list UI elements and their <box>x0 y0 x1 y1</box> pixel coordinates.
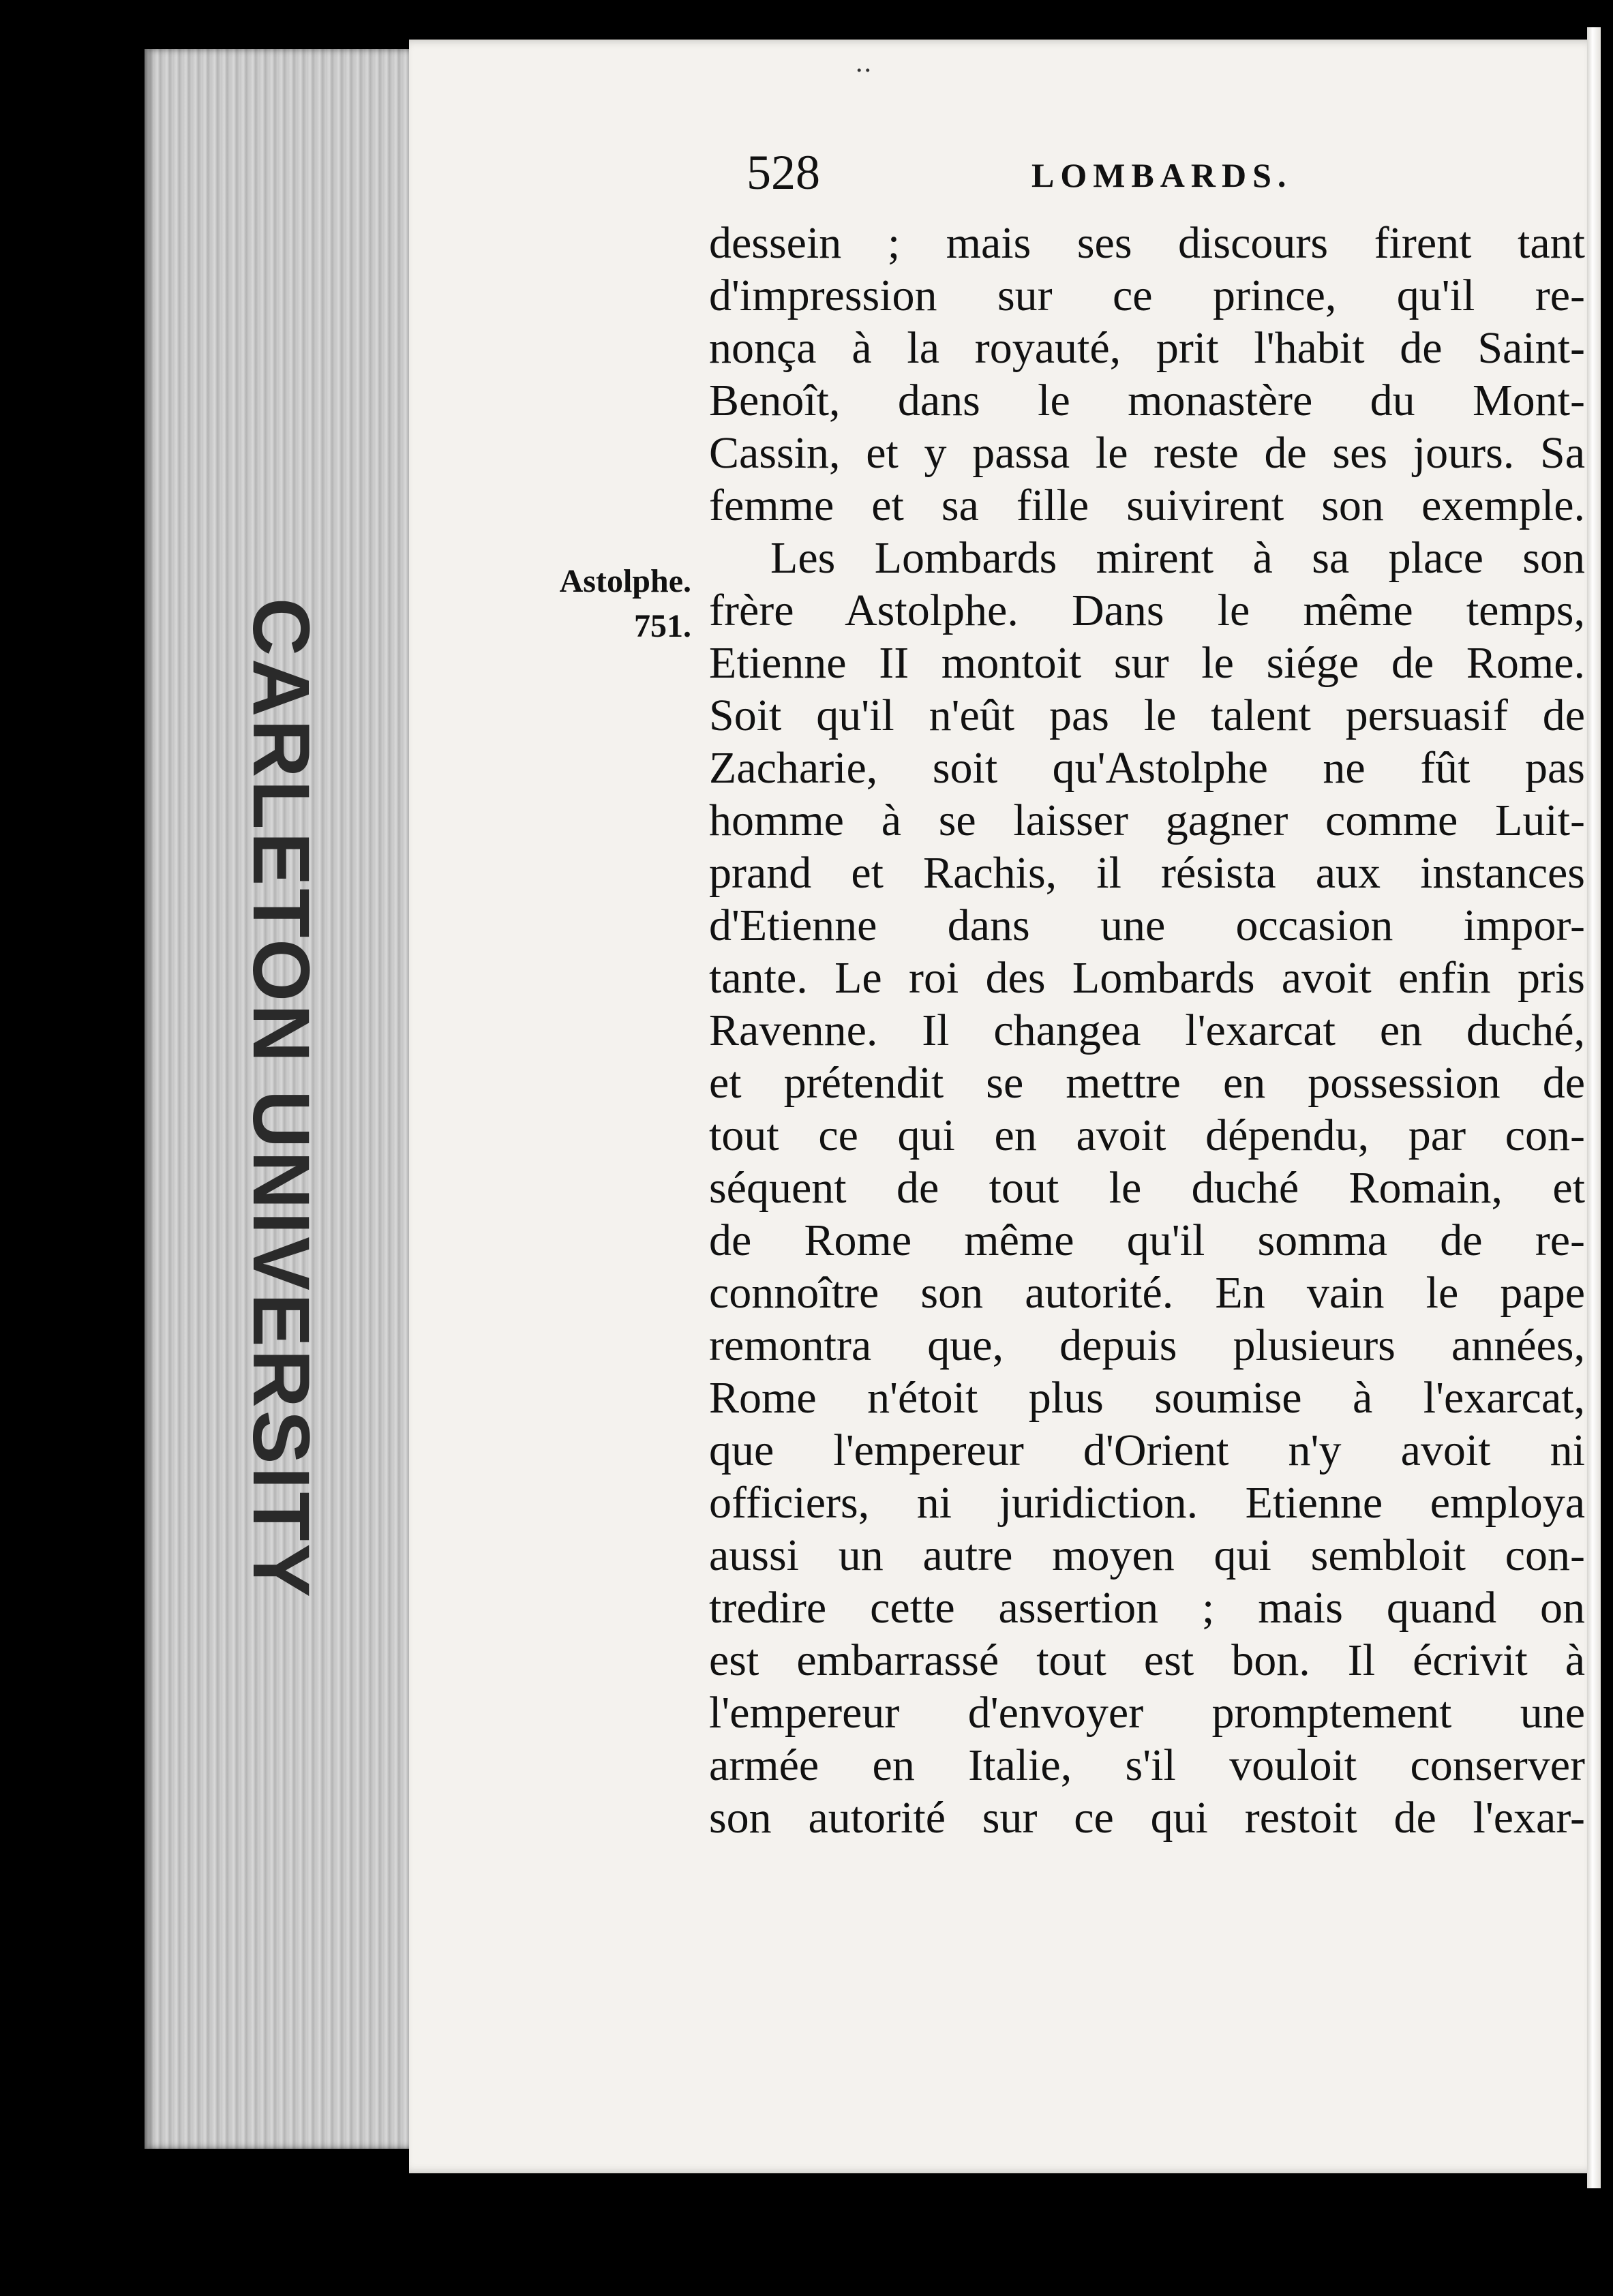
body-text <box>709 217 1585 1844</box>
text-line: Soit qu'il n'eût pas le talent persuasif de <box>709 691 1585 740</box>
text-line: remontra que, depuis plusieurs années, <box>709 1320 1585 1370</box>
page-number: 528 <box>747 145 820 200</box>
text-line: et prétendit se mettre en possession de <box>709 1058 1585 1108</box>
text-line: officiers, ni juridiction. Etienne employa <box>709 1478 1585 1528</box>
top-marks: .. <box>856 47 873 78</box>
text-line: dessein ; mais ses discours firent tant <box>709 218 1585 268</box>
book-spine <box>145 49 419 2149</box>
text-line: armée en Italie, s'il vouloit conserver <box>709 1740 1585 1790</box>
text-line: Benoît, dans le monastère du Mont- <box>709 376 1585 425</box>
text-line: connoître son autorité. En vain le pape <box>709 1268 1585 1318</box>
text-line: femme et sa fille suivirent son exemple. <box>709 481 1585 530</box>
margin-note-name: Astolphe. <box>559 563 691 599</box>
text-line: homme à se laisser gagner comme Luit- <box>709 796 1585 845</box>
text-line: est embarrassé tout est bon. Il écrivit à <box>709 1635 1585 1685</box>
text-line: de Rome même qu'il somma de re- <box>709 1215 1585 1265</box>
text-line: Ravenne. Il changea l'exarcat en duché, <box>709 1006 1585 1055</box>
text-line: tout ce qui en avoit dépendu, par con- <box>709 1111 1585 1160</box>
text-line: nonça à la royauté, prit l'habit de Saint- <box>709 323 1585 373</box>
margin-note-year: 751. <box>634 608 691 644</box>
text-line: Cassin, et y passa le reste de ses jours. Sa <box>709 428 1585 478</box>
text-line: d'impression sur ce prince, qu'il re- <box>709 271 1585 320</box>
text-line: séquent de tout le duché Romain, et <box>709 1163 1585 1213</box>
text-line: l'empereur d'envoyer promptement une <box>709 1688 1585 1738</box>
page-edge <box>1587 27 1601 2188</box>
text-line: Etienne II montoit sur le siége de Rome. <box>709 638 1585 688</box>
text-line: que l'empereur d'Orient n'y avoit ni <box>709 1425 1585 1475</box>
text-line: Zacharie, soit qu'Astolphe ne fût pas <box>709 743 1585 793</box>
text-line: prand et Rachis, il résista aux instances <box>709 848 1585 898</box>
text-line: tredire cette assertion ; mais quand on <box>709 1583 1585 1633</box>
running-head: LOMBARDS. <box>1031 156 1293 194</box>
text-line: frère Astolphe. Dans le même temps, <box>709 586 1585 635</box>
text-line: Rome n'étoit plus soumise à l'exarcat, <box>709 1373 1585 1423</box>
text-line: aussi un autre moyen qui sembloit con- <box>709 1530 1585 1580</box>
text-line: Les Lombards mirent à sa place son <box>770 533 1585 583</box>
page-header <box>747 142 1340 203</box>
text-line: tante. Le roi des Lombards avoit enfin pris <box>709 953 1585 1003</box>
spine-library-label: CARLETON UNIVERSITY <box>236 597 326 1601</box>
text-line: d'Etienne dans une occasion impor- <box>709 901 1585 950</box>
text-line: son autorité sur ce qui restoit de l'exar- <box>709 1793 1585 1843</box>
margin-note <box>533 559 697 649</box>
